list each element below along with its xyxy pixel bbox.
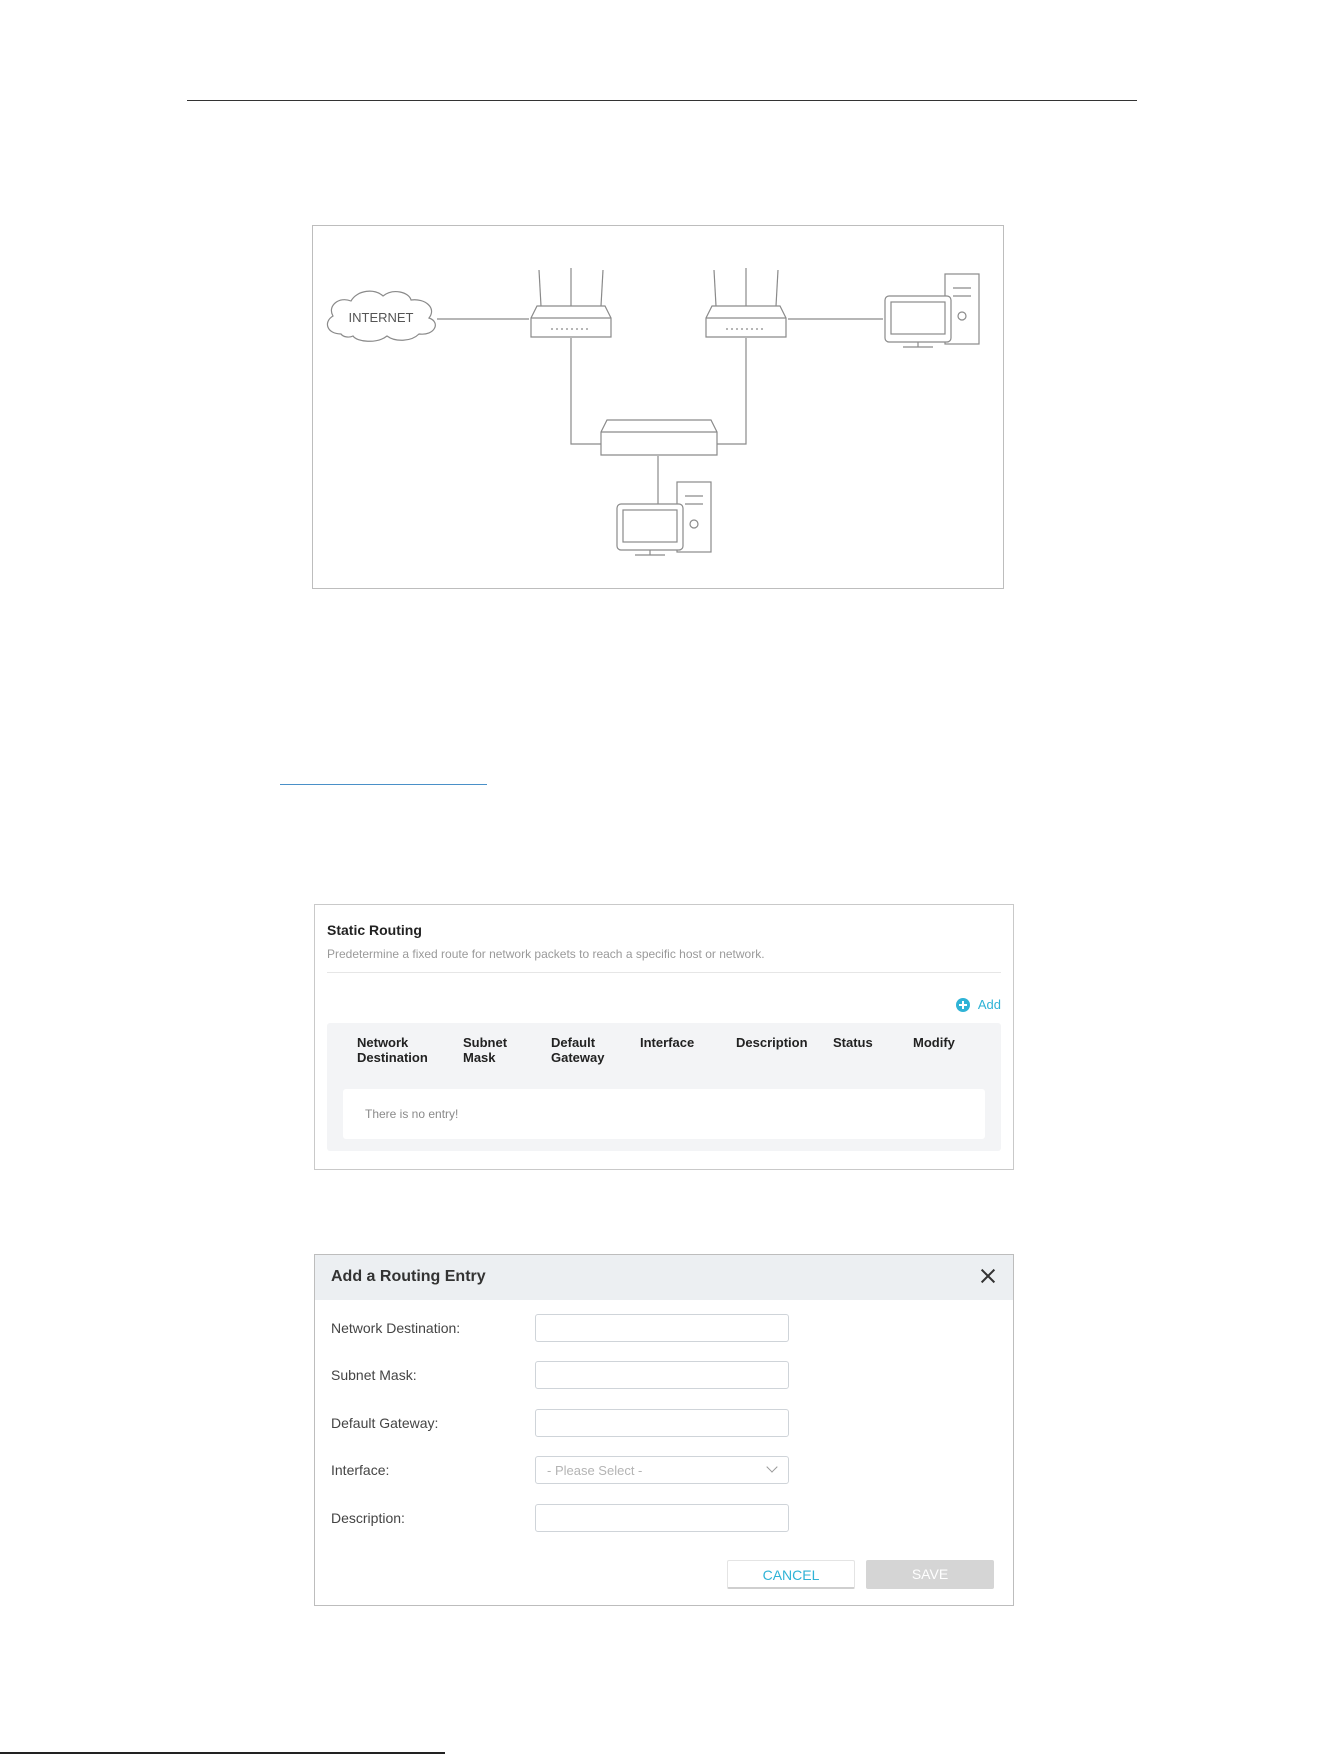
- network-topology-diagram: [312, 225, 1004, 589]
- default-gateway-input[interactable]: [535, 1409, 789, 1437]
- hyperlink-underline[interactable]: [280, 784, 487, 785]
- description-input[interactable]: [535, 1504, 789, 1532]
- column-header-description: Description: [736, 1035, 808, 1050]
- link-router2-switch: [716, 338, 746, 444]
- column-header-interface: Interface: [640, 1035, 695, 1050]
- empty-message: There is no entry!: [365, 1107, 459, 1121]
- default-gateway-label: Default Gateway:: [331, 1415, 439, 1431]
- network-destination-input[interactable]: [535, 1314, 789, 1342]
- switch-icon: [601, 420, 717, 455]
- dialog-header: [315, 1255, 1013, 1300]
- plus-circle-icon[interactable]: [956, 998, 970, 1012]
- subnet-mask-input[interactable]: [535, 1361, 789, 1389]
- column-header-status: Status: [833, 1035, 873, 1050]
- interface-select-value: - Please Select -: [547, 1463, 643, 1478]
- topology-svg: [313, 226, 1003, 588]
- dialog-title: Add a Routing Entry: [331, 1268, 486, 1285]
- page-footer-rule: [0, 1752, 445, 1754]
- cloud-label: INTERNET: [348, 310, 414, 325]
- interface-select[interactable]: [535, 1456, 789, 1484]
- add-button-label[interactable]: Add: [977, 997, 1001, 1012]
- routing-table: [327, 1023, 1001, 1151]
- subnet-mask-label: Subnet Mask:: [331, 1367, 417, 1383]
- add-button[interactable]: [956, 997, 1001, 1012]
- static-routing-panel: [314, 904, 1014, 1170]
- panel-title: Static Routing: [327, 922, 422, 938]
- chevron-down-icon[interactable]: [766, 1461, 777, 1472]
- empty-table-row: [343, 1089, 985, 1139]
- interface-label: Interface:: [331, 1462, 390, 1478]
- page-header-rule: [187, 100, 1137, 101]
- description-label: Description:: [331, 1510, 405, 1526]
- router-icon: [531, 268, 611, 337]
- column-header-network-destination: Network Destination: [357, 1035, 428, 1065]
- panel-description: Predetermine a fixed route for network packets to reach a specific host or network.: [327, 947, 765, 961]
- desktop-computer-icon: [885, 274, 979, 347]
- close-icon[interactable]: [977, 1265, 999, 1287]
- add-routing-entry-dialog: [314, 1254, 1014, 1606]
- column-header-modify: Modify: [913, 1035, 955, 1050]
- link-router1-switch: [571, 338, 601, 444]
- network-destination-label: Network Destination:: [331, 1320, 461, 1336]
- cancel-button[interactable]: CANCEL: [727, 1560, 855, 1589]
- save-button[interactable]: SAVE: [866, 1560, 994, 1589]
- desktop-computer-icon: [617, 482, 711, 555]
- router-icon: [706, 268, 786, 337]
- column-header-default-gateway: Default Gateway: [551, 1035, 605, 1065]
- divider: [327, 972, 1001, 973]
- column-header-subnet-mask: Subnet Mask: [463, 1035, 508, 1065]
